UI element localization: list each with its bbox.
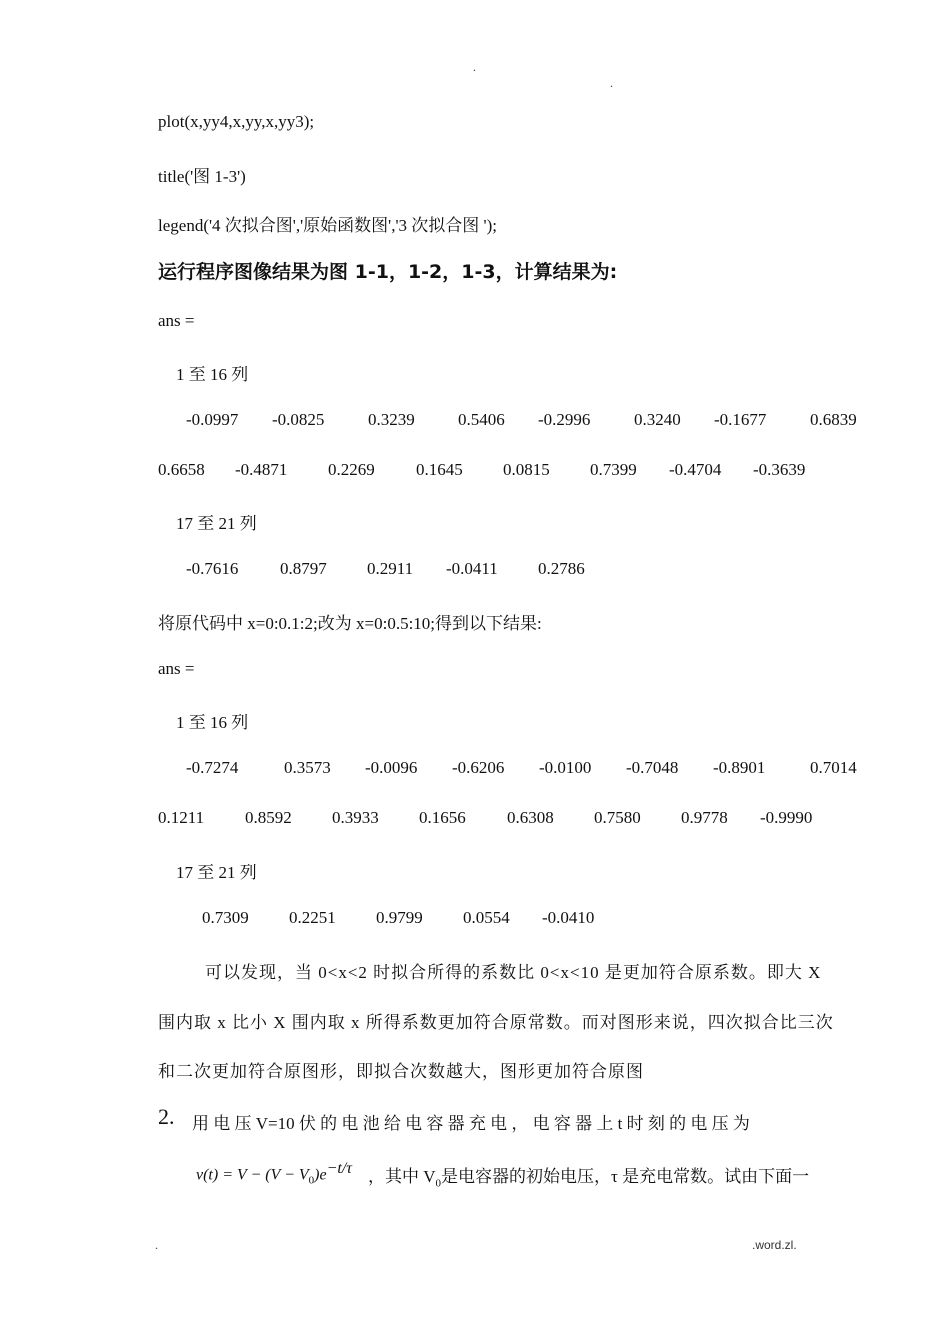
result-heading: 运行程序图像结果为图 1-1，1-2，1-3，计算结果为: (158, 261, 618, 283)
value-cell: 0.1645 (416, 460, 463, 479)
value-cell: 0.6839 (810, 410, 857, 429)
value-cell: -0.7048 (626, 758, 679, 777)
problem-subscript: 0 (435, 1177, 442, 1190)
conclusion-line-1: 可以发现，当 0<x<2 时拟合所得的系数比 0<x<10 是更加符合原系数。即大 X (205, 963, 822, 982)
value-cell: -0.0411 (446, 559, 498, 578)
voltage-formula (196, 1160, 352, 1187)
value-cell: 0.7399 (590, 460, 637, 479)
column-range-17-21: 17 至 21 列 (176, 514, 257, 533)
value-cell: -0.3639 (753, 460, 806, 479)
value-cell: -0.0997 (186, 410, 239, 429)
value-cell: 0.1211 (158, 808, 205, 827)
formula-main: v(t) = V − (V − V (196, 1166, 309, 1184)
problem-text-line-2 (368, 1162, 809, 1189)
header-dot-left: . (473, 60, 476, 74)
value-cell: -0.0100 (539, 758, 592, 777)
value-cell: 0.7014 (810, 758, 857, 777)
ans-label-1: ans = (158, 311, 195, 330)
value-cell: 0.2251 (289, 908, 336, 927)
value-cell: -0.1677 (714, 410, 767, 429)
value-cell: -0.4871 (235, 460, 288, 479)
value-cell: 0.2911 (367, 559, 414, 578)
value-cell: -0.4704 (669, 460, 722, 479)
value-cell: 0.0815 (503, 460, 550, 479)
value-cell: -0.0096 (365, 758, 418, 777)
value-cell: 0.8797 (280, 559, 327, 578)
value-cell: -0.6206 (452, 758, 505, 777)
problem-text-line-1: 用 电 压 V=10 伏 的 电 池 给 电 容 器 充 电 ， 电 容 器 上 t 时 刻 的 电 压 为 (192, 1114, 750, 1133)
formula-exponent: −t/τ (326, 1160, 353, 1177)
problem-text-a: ，其中 V (368, 1167, 436, 1186)
conclusion-line-2: 围内取 x 比小 X 围内取 x 所得系数更加符合原常数。而对图形来说，四次拟合比三次 (158, 1013, 834, 1032)
code-line-title: title('图 1-3') (158, 167, 246, 186)
code-line-legend: legend('4 次拟合图','原始函数图','3 次拟合图 '); (158, 216, 497, 235)
value-cell: 0.9799 (376, 908, 423, 927)
value-cell: 0.3573 (284, 758, 331, 777)
value-cell: -0.7274 (186, 758, 239, 777)
footer-dot: . (155, 1238, 158, 1252)
problem-number: 2. (158, 1104, 175, 1129)
value-cell: 0.9778 (681, 808, 728, 827)
column-range-1-16: 1 至 16 列 (176, 713, 249, 732)
value-cell: 0.5406 (458, 410, 505, 429)
column-range-1-16: 1 至 16 列 (176, 365, 249, 384)
value-cell: 0.1656 (419, 808, 466, 827)
value-cell: 0.3933 (332, 808, 379, 827)
value-cell: 0.6658 (158, 460, 205, 479)
value-cell: 0.0554 (463, 908, 510, 927)
value-cell: 0.8592 (245, 808, 292, 827)
value-cell: 0.7309 (202, 908, 249, 927)
value-cell: -0.2996 (538, 410, 591, 429)
value-cell: -0.9990 (760, 808, 813, 827)
value-cell: 0.3240 (634, 410, 681, 429)
value-cell: -0.0410 (542, 908, 595, 927)
code-line-plot: plot(x,yy4,x,yy,x,yy3); (158, 112, 315, 131)
ans-label-2: ans = (158, 659, 195, 678)
formula-exponential: )e (314, 1166, 327, 1184)
conclusion-line-3: 和二次更加符合原图形，即拟合次数越大，图形更加符合原图 (158, 1062, 644, 1081)
value-cell: 0.2269 (328, 460, 375, 479)
footer-source: .word.zl. (752, 1238, 797, 1252)
column-range-17-21: 17 至 21 列 (176, 863, 257, 882)
change-description: 将原代码中 x=0:0.1:2;改为 x=0:0.5:10;得到以下结果: (158, 614, 542, 633)
problem-text-b: 是电容器的初始电压，τ 是充电常数。试由下面一 (441, 1167, 810, 1186)
value-cell: 0.3239 (368, 410, 415, 429)
value-cell: 0.6308 (507, 808, 554, 827)
value-cell: 0.7580 (594, 808, 641, 827)
value-cell: 0.2786 (538, 559, 585, 578)
value-cell: -0.7616 (186, 559, 239, 578)
formula-subscript: 0 (308, 1174, 315, 1187)
header-dot-right: . (610, 76, 613, 90)
value-cell: -0.8901 (713, 758, 766, 777)
value-cell: -0.0825 (272, 410, 325, 429)
